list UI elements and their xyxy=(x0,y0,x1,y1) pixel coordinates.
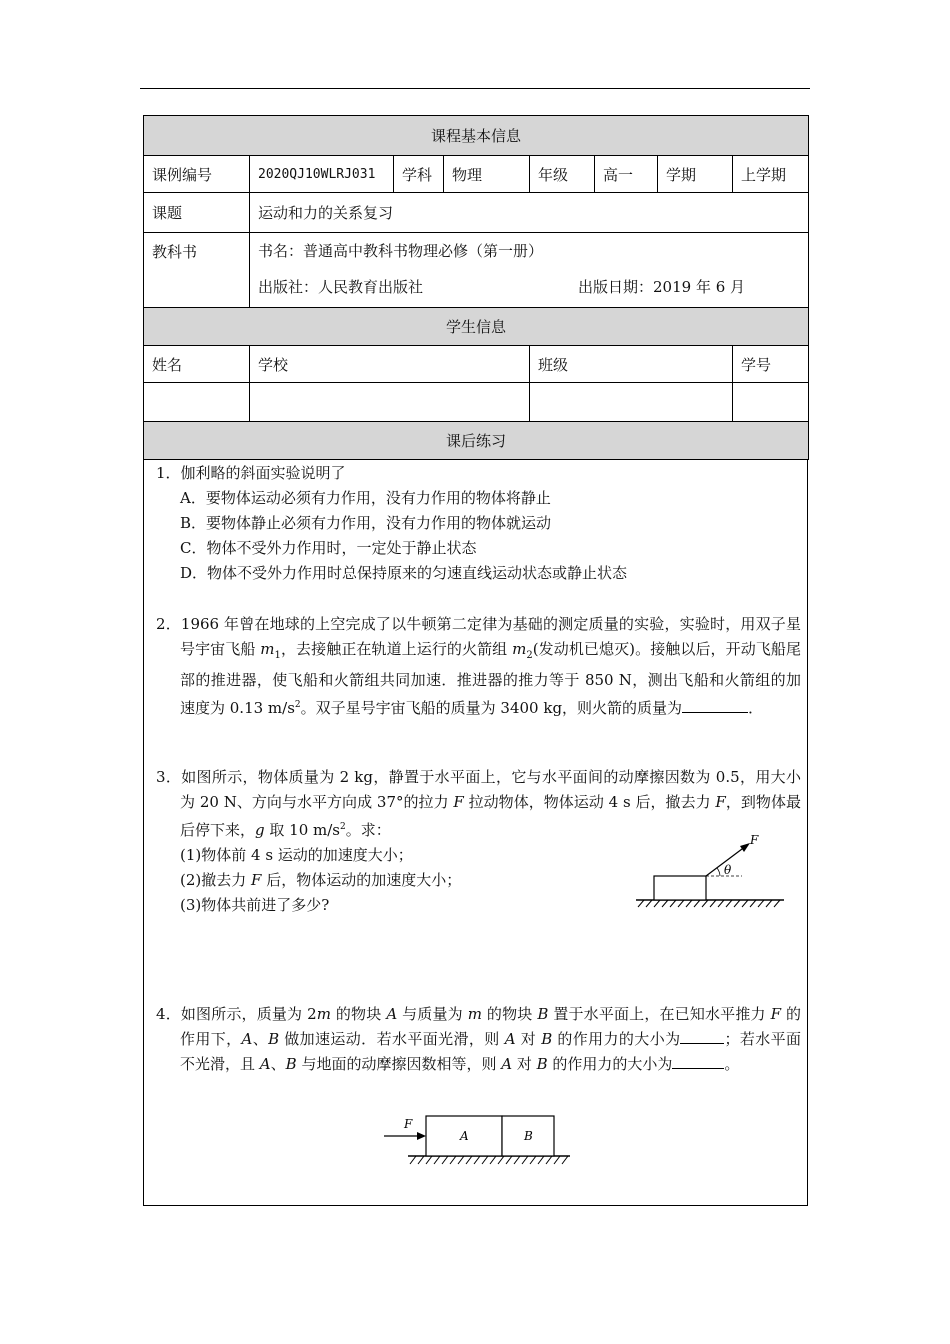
q4-F: F xyxy=(770,1005,782,1023)
school-label: 学校 xyxy=(250,346,530,383)
q4-text-14: 对 xyxy=(512,1055,537,1073)
q4-text-11: ；若水平面不光滑，且 xyxy=(180,1030,801,1073)
q4-B4: B xyxy=(285,1055,297,1073)
q4-text-2: 的物块 xyxy=(330,1005,387,1023)
textbook-cell xyxy=(250,233,809,308)
q3-force-arrowhead xyxy=(740,843,750,852)
q4-text-16: 。 xyxy=(724,1055,740,1073)
q4-A2: A xyxy=(241,1030,253,1048)
student-id-label: 学号 xyxy=(733,346,809,383)
q2-m1: m xyxy=(260,640,275,658)
q4-text-8: 做加速运动．若水平面光滑，则 xyxy=(279,1030,505,1048)
q4-m2: m xyxy=(467,1005,482,1023)
q4-A5: A xyxy=(501,1055,513,1073)
q4-text-4: 的物块 xyxy=(481,1005,538,1023)
q3-ground-hatch xyxy=(638,900,780,907)
q2-answer-blank[interactable] xyxy=(682,696,748,713)
q3-text-2: 拉动物体，物体运动 4 s 后，撤去力 xyxy=(463,793,716,811)
q4-text-1: 4．如图所示，质量为 2 xyxy=(156,1005,317,1023)
topic-value: 运动和力的关系复习 xyxy=(250,193,809,233)
q2-text-3: ，去接触正在轨道上运行的火箭组 xyxy=(280,640,513,658)
q3-sup: 2 xyxy=(340,822,346,832)
q3-figure xyxy=(634,832,794,922)
q2-sup: 2 xyxy=(294,700,301,710)
q3-sub-2a: (2)撤去力 xyxy=(180,871,252,889)
q3-g: g xyxy=(255,821,265,839)
q4-text-7: 、 xyxy=(252,1030,269,1048)
question-2 xyxy=(156,612,801,721)
q4-answer-blank-2[interactable] xyxy=(672,1052,724,1069)
student-info-header: 学生信息 xyxy=(144,308,809,346)
q4-text-9: 对 xyxy=(515,1030,542,1048)
class-label: 班级 xyxy=(530,346,733,383)
q3-fig-theta-label: θ xyxy=(724,863,732,877)
term-label: 学期 xyxy=(658,156,733,193)
q4-A4: A xyxy=(259,1055,271,1073)
q4-text-5: 置于水平面上，在已知水平推力 xyxy=(548,1005,771,1023)
q3-angle-arc xyxy=(717,868,720,876)
q3-F2: F xyxy=(715,793,726,811)
q3-sub-1: (1)物体前 4 s 运动的加速度大小； xyxy=(180,846,413,864)
question-4 xyxy=(156,1002,801,1077)
term-value: 上学期 xyxy=(733,156,809,193)
school-input-cell[interactable] xyxy=(250,383,530,422)
q2-text-4: (发动机已熄灭)。接触以后，开动飞船尾部的推进器，使飞船和火箭组共同加速．推进器的推力等于 850 N，测出飞船和火箭组的加速度为 0.13 m/s xyxy=(180,640,801,717)
q4-B3: B xyxy=(541,1030,553,1048)
q3-text-3: ，到物体最后停下来， xyxy=(180,793,801,839)
q4-figure xyxy=(380,1106,580,1176)
exercises-section xyxy=(143,460,808,1206)
q3-block xyxy=(654,876,706,900)
q2-m2: m xyxy=(512,640,527,658)
q3-text-5: 。求： xyxy=(345,821,391,839)
grade-value: 高一 xyxy=(595,156,658,193)
q2-text-5: 。双子星号宇宙飞船的质量为 3400 kg，则火箭的质量为 xyxy=(300,699,683,717)
q1-option-d: D．物体不受外力作用时总保持原来的匀速直线运动状态或静止状态 xyxy=(180,564,628,582)
q2-m2-sub: 2 xyxy=(526,650,533,661)
q4-text-6: 的作用下， xyxy=(180,1005,801,1048)
q4-ground-hatch xyxy=(410,1156,568,1164)
q4-answer-blank-1[interactable] xyxy=(680,1027,724,1044)
student-id-input-cell[interactable] xyxy=(733,383,809,422)
q4-force-arrowhead xyxy=(417,1132,426,1140)
q4-text-12: 、 xyxy=(270,1055,286,1073)
q3-text-4: 取 10 m/s xyxy=(264,821,340,839)
name-input-cell[interactable] xyxy=(144,383,250,422)
class-input-cell[interactable] xyxy=(530,383,733,422)
q3-sub-2b: 后，物体运动的加速度大小； xyxy=(261,871,462,889)
q3-fig-F-label: F xyxy=(750,833,759,847)
course-info-header: 课程基本信息 xyxy=(144,116,809,156)
q4-B5: B xyxy=(536,1055,548,1073)
q4-fig-F-label: F xyxy=(404,1117,413,1131)
q4-text-3: 与质量为 xyxy=(397,1005,468,1023)
q1-option-b: B．要物体静止必须有力作用，没有力作用的物体就运动 xyxy=(180,514,552,532)
publish-date: 出版日期：2019 年 6 月 xyxy=(578,278,746,296)
q4-B1: B xyxy=(537,1005,549,1023)
textbook-label: 教科书 xyxy=(144,233,250,308)
book-name: 书名：普通高中教科书物理必修（第一册） xyxy=(258,242,544,260)
q4-text-10: 的作用力的大小为 xyxy=(552,1030,681,1048)
q4-fig-A-label: A xyxy=(460,1129,469,1143)
q4-A3: A xyxy=(504,1030,516,1048)
header-rule xyxy=(140,88,810,89)
publisher: 出版社：人民教育出版社 xyxy=(258,278,424,296)
q3-sub-2F: F xyxy=(251,871,262,889)
subject-value: 物理 xyxy=(444,156,530,193)
exercises-header: 课后练习 xyxy=(144,422,809,460)
q2-text-6: ． xyxy=(748,699,764,717)
name-label: 姓名 xyxy=(144,346,250,383)
q4-B2: B xyxy=(268,1030,280,1048)
q4-text-15: 的作用力的大小为 xyxy=(547,1055,673,1073)
q2-m1-sub: 1 xyxy=(274,650,281,661)
grade-label: 年级 xyxy=(530,156,595,193)
q4-text-13: 与地面的动摩擦因数相等，则 xyxy=(296,1055,502,1073)
question-1 xyxy=(156,461,801,586)
q1-option-c: C．物体不受外力作用时，一定处于静止状态 xyxy=(180,539,477,557)
case-id-value: 2020QJ10WLRJ031 xyxy=(250,156,394,193)
topic-label: 课题 xyxy=(144,193,250,233)
q3-text-1: 3．如图所示，物体质量为 2 kg，静置于水平面上，它与水平面间的动摩擦因数为 0.5，用大小为 20 N、方向与水平方向成 37°的拉力 xyxy=(156,768,801,811)
case-id-label: 课例编号 xyxy=(144,156,250,193)
course-info-table xyxy=(143,115,809,460)
q2-text-1: 2．1966 年曾在地球的上空完成了以牛顿第二定律为基础的测定质量的实验，实验时，用 xyxy=(156,615,756,633)
q2-text-2: 双子星号宇宙飞船 xyxy=(180,615,801,658)
q4-A1: A xyxy=(386,1005,398,1023)
subject-label: 学科 xyxy=(394,156,444,193)
q4-fig-B-label: B xyxy=(524,1129,533,1143)
q1-stem: 1．伽利略的斜面实验说明了 xyxy=(156,464,346,482)
q3-F1: F xyxy=(453,793,464,811)
q4-m: m xyxy=(316,1005,331,1023)
q3-sub-3: (3)物体共前进了多少? xyxy=(180,896,330,914)
q1-option-a: A．要物体运动必须有力作用，没有力作用的物体将静止 xyxy=(180,489,551,507)
